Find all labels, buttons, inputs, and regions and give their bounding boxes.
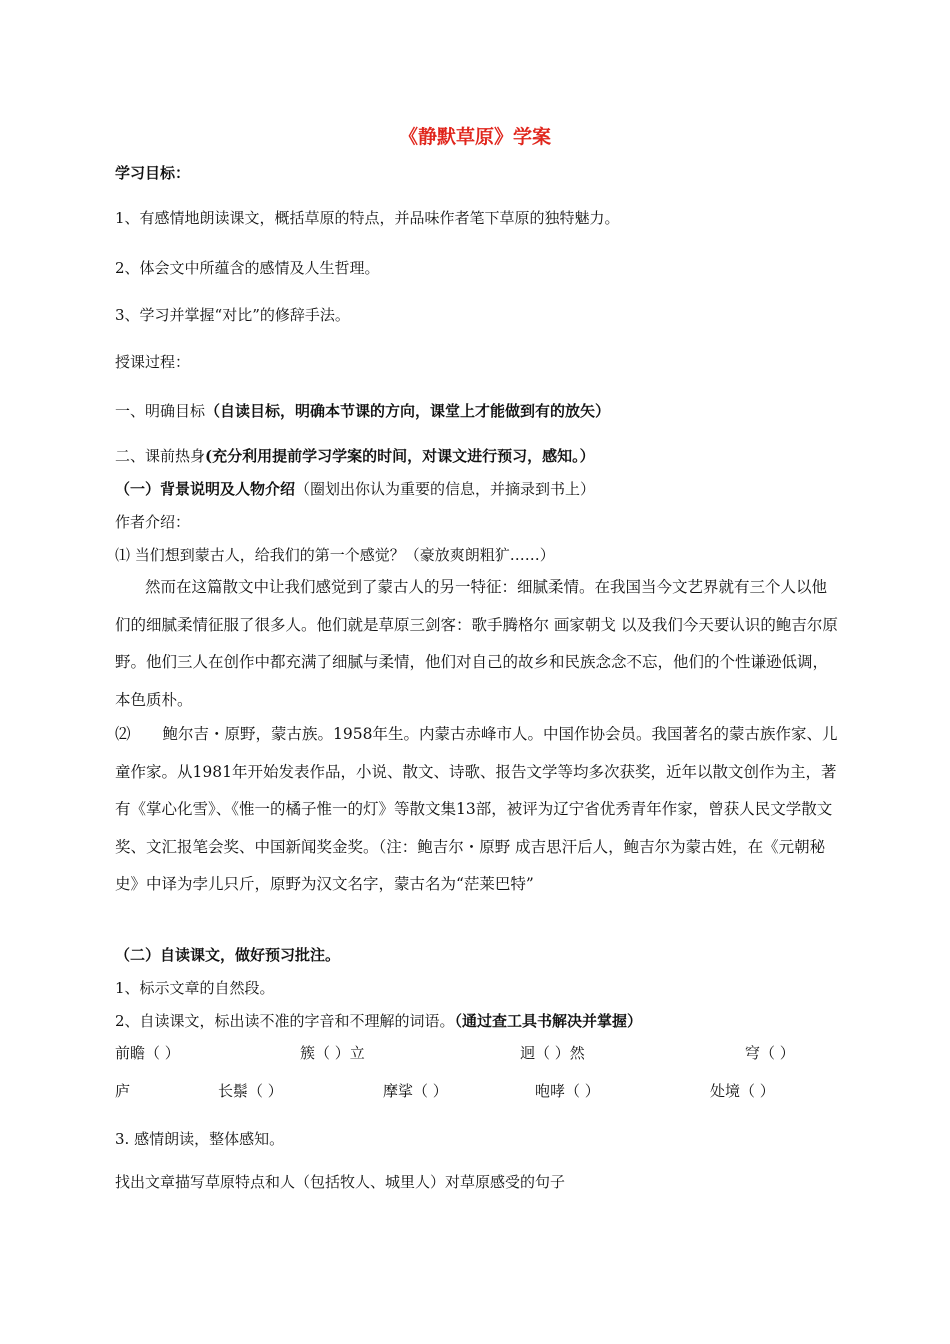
word-blank-jiong: 迥（ ）然 <box>520 1044 585 1062</box>
step-1-lead: 一、明确目标 <box>115 402 206 420</box>
step-2 <box>115 446 595 466</box>
paragraph-1 <box>115 569 840 719</box>
task-2-text: 2、自读课文，标出读不准的字音和不理解的词语。 <box>115 1012 455 1030</box>
section-2-heading: （二）自读课文，做好预习批注。 <box>115 946 341 964</box>
paragraph-1-text: 然而在这篇散文中让我们感觉到了蒙古人的另一特征：细腻柔情。在我国当今文艺界就有三个人以他们的细腻柔情征服了很多人。他们就是草原三剑客：歌手腾格尔 画家朝戈 以及我们今天要认识的鲍吉尔原野。他们三人在创作中都充满了细腻与柔情，他们对自己的故乡和民族念念不忘，他们的个性谦逊低调，本色质朴。 <box>115 578 838 709</box>
step-1 <box>115 401 610 421</box>
step-1-note: （自读目标，明确本节课的方向，课堂上才能做到有的放矢） <box>205 402 611 420</box>
process-heading: 授课过程： <box>115 353 191 371</box>
step-2-lead: 二、课前热身 <box>115 447 206 465</box>
goal-item-3: 3、学习并掌握“对比”的修辞手法。 <box>115 306 350 324</box>
section-1-note: （圈划出你认为重要的信息，并摘录到书上） <box>295 480 596 498</box>
task-3: 3. 感情朗读，整体感知。 <box>115 1130 285 1148</box>
task-1: 1、标示文章的自然段。 <box>115 979 275 997</box>
section-1-title: （一）背景说明及人物介绍 <box>115 480 296 498</box>
paragraph-2-text: 鲍尔吉・原野，蒙古族。1958年生。内蒙古赤峰市人。中国作协会员。我国著名的蒙古族作家、儿童作家。从1981年开始发表作品，小说、散文、诗歌、报告文学等均多次获奖，近年以散文创作为主，著有《掌心化雪》、《惟一的橘子惟一的灯》等散文集13部，被评为辽宁省优秀青年作家，曾获人民文学散文奖、文汇报笔会奖、中国新闻奖金奖。（注：鲍吉尔・原野 成吉思汗后人，鲍吉尔为蒙古姓，在《元朝秘史》中译为孛儿只斤，原野为汉文名字，蒙古名为“茫莱巴特” <box>115 725 838 893</box>
task-2-note: （通过查工具书解决并掌握） <box>454 1012 643 1030</box>
goals-heading: 学习目标： <box>115 164 191 182</box>
word-blank-mosuo: 摩挲（ ） <box>383 1082 448 1100</box>
task-4: 找出文章描写草原特点和人（包括牧人、城里人）对草原感受的句子 <box>115 1173 566 1191</box>
word-blank-changzong: 长鬃（ ） <box>218 1082 283 1100</box>
word-blank-cu: 簇（ ）立 <box>300 1044 365 1062</box>
paragraph-2 <box>115 716 840 904</box>
step-2-note: (充分利用提前学习学案的时间，对课文进行预习，感知。） <box>205 447 595 465</box>
word-blank-chujing: 处境（ ） <box>710 1082 775 1100</box>
task-2 <box>115 1011 642 1031</box>
paragraph-2-number: ⑵ <box>115 725 131 743</box>
word-blank-qiong: 穹（ ） <box>745 1044 795 1062</box>
question-1: ⑴ 当们想到蒙古人，给我们的第一个感觉？（豪放爽朗粗犷……） <box>115 546 555 564</box>
section-1-heading <box>115 479 595 499</box>
goal-item-2: 2、体会文中所蕴含的感情及人生哲理。 <box>115 259 380 277</box>
word-blank-paoxiao: 咆哮（ ） <box>535 1082 600 1100</box>
goal-item-1: 1、有感情地朗读课文，概括草原的特点，并品味作者笔下草原的独特魅力。 <box>115 209 620 227</box>
word-blank-lu: 庐 <box>115 1082 131 1100</box>
page-title: 《静默草原》学案 <box>398 126 551 148</box>
author-intro-label: 作者介绍： <box>115 513 191 531</box>
word-blank-qianzhan: 前瞻（ ） <box>115 1044 180 1062</box>
